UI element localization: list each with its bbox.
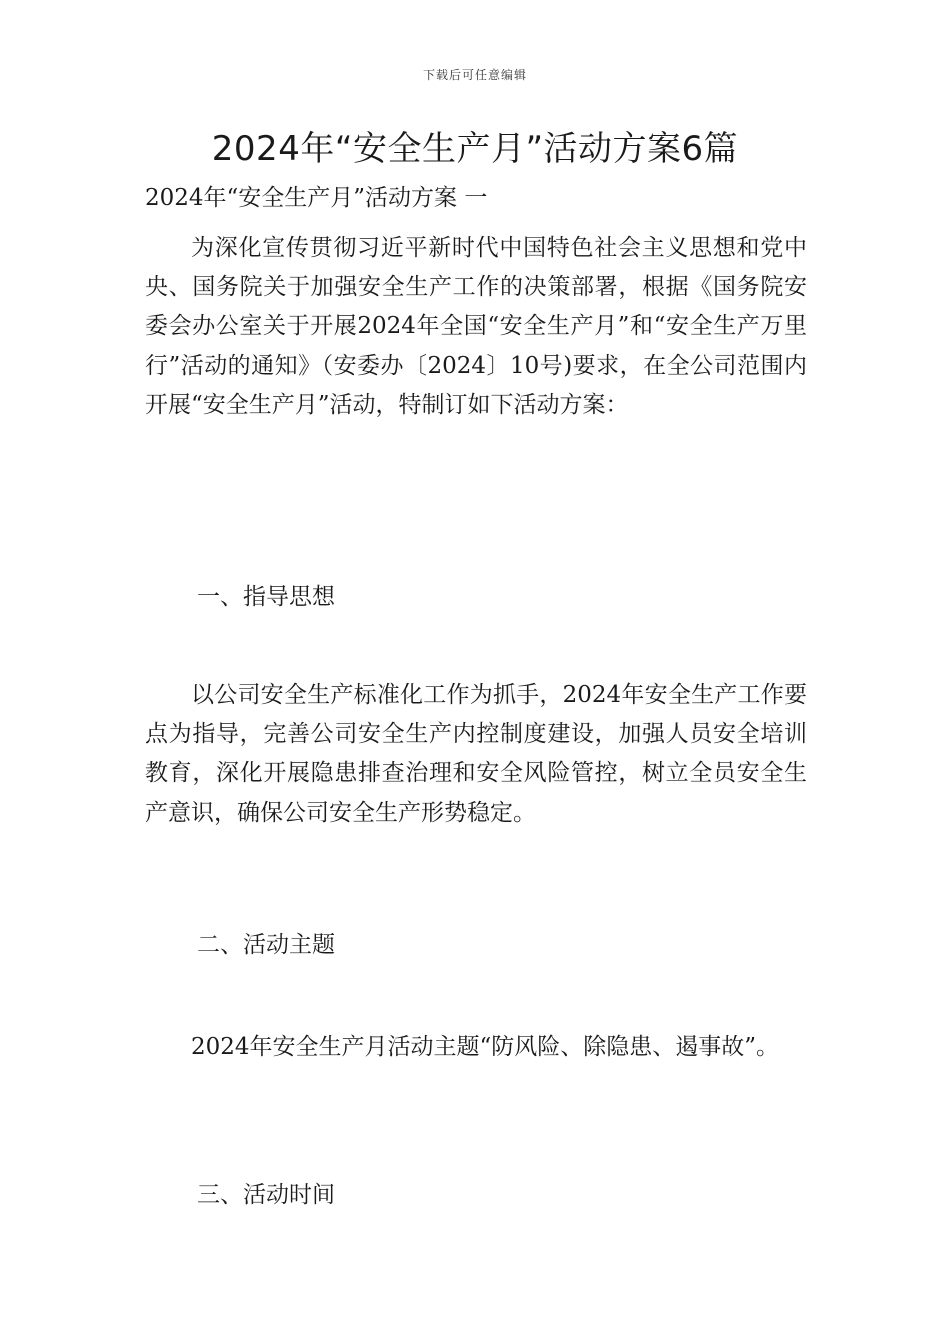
section-subtitle: 2024年“安全生产月”活动方案 一 — [145, 185, 488, 211]
heading-activity-theme: 二、活动主题 — [197, 932, 335, 958]
document-title: 2024年“安全生产月”活动方案6篇 — [211, 129, 739, 169]
header-note: 下载后可任意编辑 — [422, 68, 527, 82]
guiding-paragraph: 以公司安全生产标准化工作为抓手，2024年安全生产工作要点为指导，完善公司安全生产内控制度建设，加强人员安全培训教育，深化开展隐患排查治理和安全风险管控，树立全员安全生产意识，确保公司安全生产形势稳定。 — [145, 682, 807, 826]
theme-paragraph: 2024年安全生产月活动主题“防风险、除隐患、遏事故”。 — [191, 1034, 780, 1060]
heading-activity-time: 三、活动时间 — [197, 1182, 335, 1208]
heading-guiding-ideology: 一、指导思想 — [197, 584, 335, 610]
intro-paragraph: 为深化宣传贯彻习近平新时代中国特色社会主义思想和党中央、国务院关于加强安全生产工作的决策部署，根据《国务院安委会办公室关于开展2024年全国“安全生产月”和“安全生产万里行”活动的通知》（安委办〔2024〕10号)要求，在全公司范围内开展“安全生产月”活动，特制订如下活动方案： — [145, 235, 807, 418]
